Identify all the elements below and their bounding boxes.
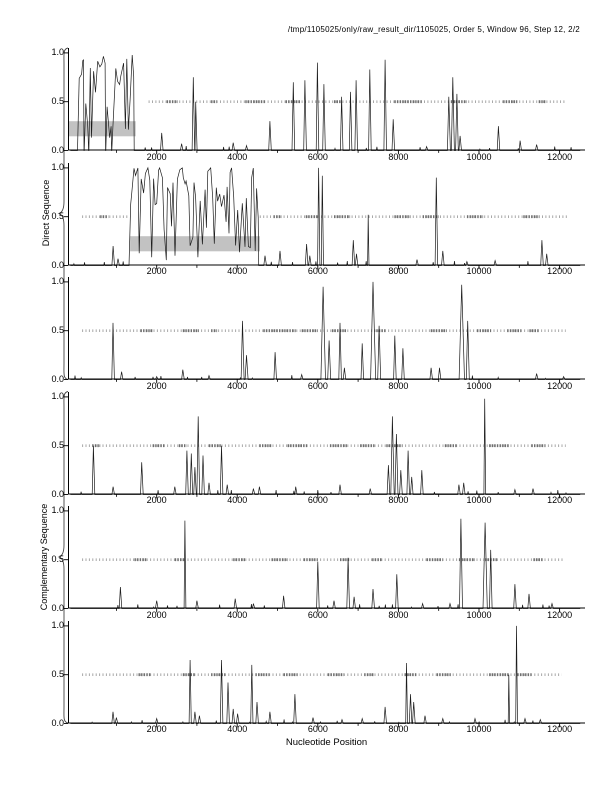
y-tick-label: 1.0 (51, 505, 64, 516)
x-tick-label: 12000 (547, 495, 573, 505)
x-tick-label: 2000 (146, 151, 167, 162)
x-tick-label: 6000 (307, 609, 328, 620)
x-tick-label: 4000 (227, 724, 248, 734)
y-tick-label: 0.0 (51, 145, 64, 155)
y-tick-label: 0.5 (51, 96, 64, 107)
subplot-direct-2 (68, 163, 585, 266)
y-tick-label: 0.5 (51, 210, 64, 221)
y-tick-label: 0.0 (51, 603, 64, 613)
x-tick-label: 2000 (146, 495, 167, 505)
y-tick-label: 1.0 (51, 276, 64, 287)
x-tick-label: 10000 (466, 266, 492, 276)
y-tick-label: 0.5 (51, 439, 64, 450)
y-tick-label: 0.5 (51, 325, 64, 336)
x-tick-label: 4000 (227, 266, 248, 276)
x-tick-label: 12000 (547, 151, 573, 162)
y-tick-label: 0.0 (51, 374, 64, 384)
y-tick-label: 1.0 (51, 619, 64, 630)
y-tick-label: 0.0 (51, 488, 64, 499)
x-tick-label: 8000 (388, 495, 409, 505)
y-tick-label: 1.0 (51, 390, 64, 401)
x-tick-label: 8000 (388, 266, 409, 276)
subplot-complementary-1 (68, 392, 585, 495)
x-tick-label: 8000 (388, 380, 409, 391)
group-label-complementary-sequence: Complementary Sequence (39, 503, 49, 611)
x-tick-label: 4000 (227, 380, 248, 391)
x-tick-label: 4000 (227, 609, 248, 620)
y-tick-label: 1.0 (51, 161, 64, 172)
y-tick-label: 0.0 (51, 259, 64, 270)
x-tick-label: 10000 (466, 380, 492, 391)
x-tick-label: 8000 (388, 724, 409, 734)
x-tick-label: 10000 (466, 151, 492, 162)
x-tick-label: 12000 (547, 380, 573, 391)
x-tick-label: 12000 (547, 724, 573, 734)
x-tick-label: 8000 (388, 609, 409, 620)
x-tick-label: 10000 (466, 609, 492, 620)
x-tick-label: 4000 (227, 495, 248, 505)
y-tick-label: 0.5 (51, 668, 64, 679)
subplot-complementary-2 (68, 506, 585, 609)
x-tick-label: 6000 (307, 380, 328, 391)
subplot-complementary-3 (68, 621, 585, 724)
signal-trace (70, 519, 580, 609)
x-tick-label: 2000 (146, 380, 167, 391)
x-tick-label: 2000 (146, 609, 167, 620)
x-tick-label: 2000 (146, 266, 167, 276)
x-tick-label: 2000 (146, 724, 167, 734)
x-tick-label: 8000 (388, 151, 409, 162)
group-label-direct-sequence: Direct Sequence (41, 179, 51, 247)
x-tick-label: 12000 (547, 266, 573, 276)
x-tick-label: 6000 (307, 724, 328, 734)
y-tick-label: 1.0 (51, 47, 64, 58)
x-tick-label: 6000 (307, 151, 328, 162)
subplot-direct-1 (68, 48, 585, 151)
x-axis-label: Nucleotide Position (285, 737, 368, 748)
y-tick-label: 0.5 (51, 554, 64, 565)
x-tick-label: 12000 (547, 609, 573, 620)
x-tick-label: 6000 (307, 495, 328, 505)
figure-title: /tmp/1105025/only/raw_result_dir/1105025, Order 5, Window 96, Step 12, 2/2 (287, 25, 580, 34)
x-tick-label: 10000 (466, 724, 492, 734)
x-tick-label: 4000 (227, 151, 248, 162)
subplot-direct-3 (68, 277, 585, 380)
x-tick-label: 6000 (307, 266, 328, 276)
x-tick-label: 10000 (466, 495, 492, 505)
y-tick-label: 0.0 (51, 717, 64, 728)
